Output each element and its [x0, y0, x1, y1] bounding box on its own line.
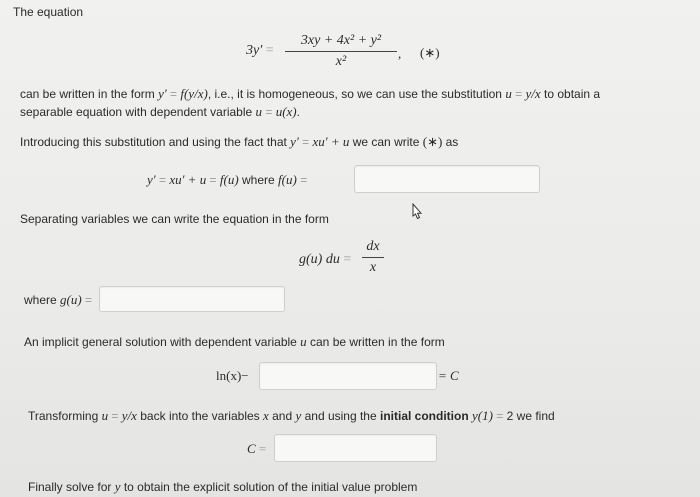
eq-sep-lhs: g(u) du =	[299, 252, 352, 267]
para1-line1: can be written in the form y′ = f(y/x), i.e., it is homogeneous, so we can use the substitution u = y/x to obtain a	[20, 86, 601, 101]
eq-main-numerator: 3xy + 4x² + y²	[300, 33, 382, 48]
intro-text: The equation	[13, 5, 84, 19]
eq-main-tag: (∗)	[420, 45, 440, 60]
eq-main-denominator: x²	[335, 54, 347, 69]
eq-main-comma: ,	[398, 46, 402, 61]
where-g-label: where g(u) =	[24, 292, 93, 307]
f-u-input[interactable]	[354, 165, 540, 193]
para1-line2: separable equation with dependent variable u = u(x).	[20, 104, 300, 119]
eq-main-lhs: 3y′ =	[246, 43, 274, 58]
para5-text: Transforming u = y/x back into the variables x and y and using the initial condition y(1) = 2 we find	[28, 408, 555, 423]
c-value-input[interactable]	[274, 434, 437, 462]
eq-sep-fraction: dx x	[362, 239, 384, 276]
para3-text: Separating variables we can write the equation in the form	[20, 212, 329, 226]
para4-text: An implicit general solution with dependent variable u can be written in the form	[24, 334, 445, 349]
para2-text: Introducing this substitution and using the fact that y′ = xu′ + u we can write (∗) as	[20, 134, 459, 149]
eq-impl-lhs: ln(x)−	[216, 368, 249, 383]
para6-text: Finally solve for y to obtain the explicit solution of the initial value problem	[28, 479, 418, 494]
g-u-input[interactable]	[99, 286, 285, 312]
eq-c-label: C =	[247, 441, 267, 456]
mouse-pointer-icon	[409, 203, 425, 223]
eq-impl-rhs: = C	[438, 368, 459, 383]
implicit-term-input[interactable]	[259, 362, 437, 390]
eq-sub: y′ = xu′ + u = f(u) where f(u) =	[147, 172, 308, 187]
eq-main-fraction	[285, 33, 397, 70]
